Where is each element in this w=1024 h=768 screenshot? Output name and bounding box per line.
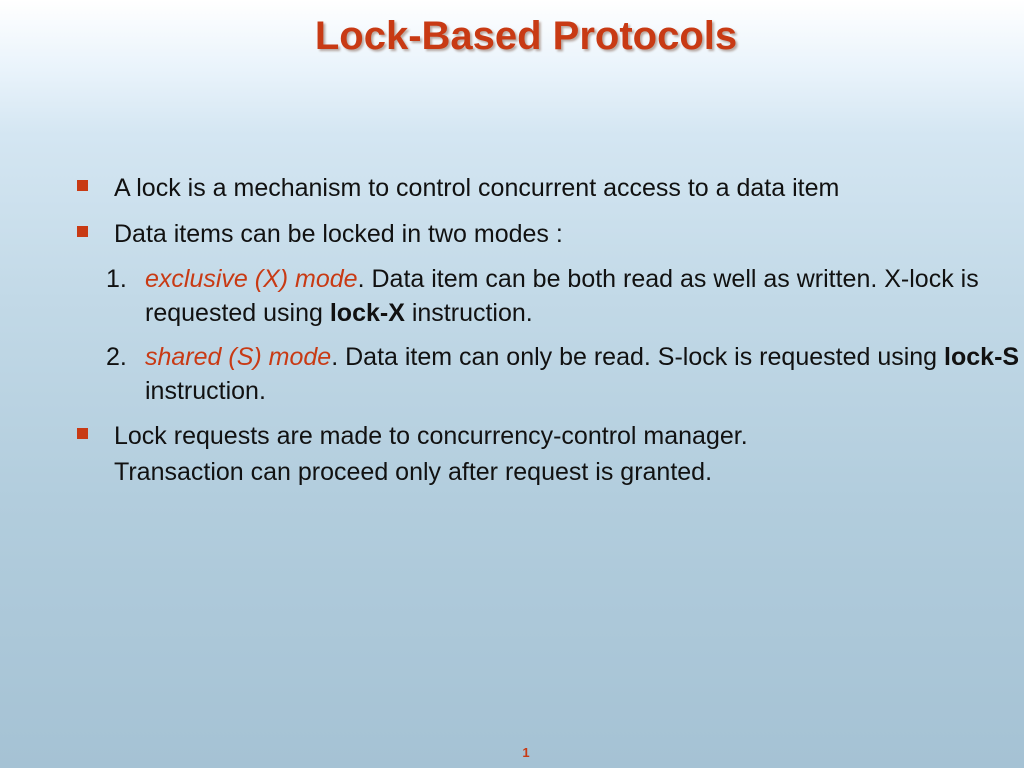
- bullet-text: Data items can be locked in two modes :: [114, 220, 563, 248]
- numbered-item: [0, 340, 1024, 408]
- page-number: 1: [522, 745, 530, 760]
- mode-paren: (S) mode: [228, 343, 332, 371]
- square-bullet-icon: [77, 180, 88, 191]
- instruction-name: lock-S: [944, 343, 1020, 371]
- mode-desc: . Data item can only be read. S-lock is requested using: [331, 343, 945, 371]
- bullet-item: [0, 418, 1024, 490]
- square-bullet-icon: [77, 226, 88, 237]
- slide-title: Lock-Based Protocols: [314, 14, 738, 58]
- bullet-item: [0, 170, 1024, 206]
- mode-desc: . Data item can be both read as well as written. X-lock is requested using: [145, 265, 979, 327]
- square-bullet-icon: [77, 428, 88, 439]
- mode-desc-end: instruction.: [145, 377, 266, 405]
- item-number: 2.: [106, 343, 127, 371]
- slide-content: [0, 170, 1024, 500]
- bullet-item: [0, 216, 1024, 252]
- mode-paren: (X) mode: [254, 265, 358, 293]
- bullet-text-line1: Lock requests are made to concurrency-control manager.: [114, 422, 748, 450]
- mode-term: shared: [145, 343, 222, 371]
- bullet-text-line2: Transaction can proceed only after request is granted.: [114, 458, 713, 486]
- mode-term: exclusive: [145, 265, 248, 293]
- mode-desc-end: instruction.: [404, 299, 533, 327]
- item-number: 1.: [106, 265, 127, 293]
- instruction-name: lock-X: [329, 299, 405, 327]
- numbered-item: [0, 262, 1024, 330]
- bullet-text: A lock is a mechanism to control concurrent access to a data item: [114, 174, 840, 202]
